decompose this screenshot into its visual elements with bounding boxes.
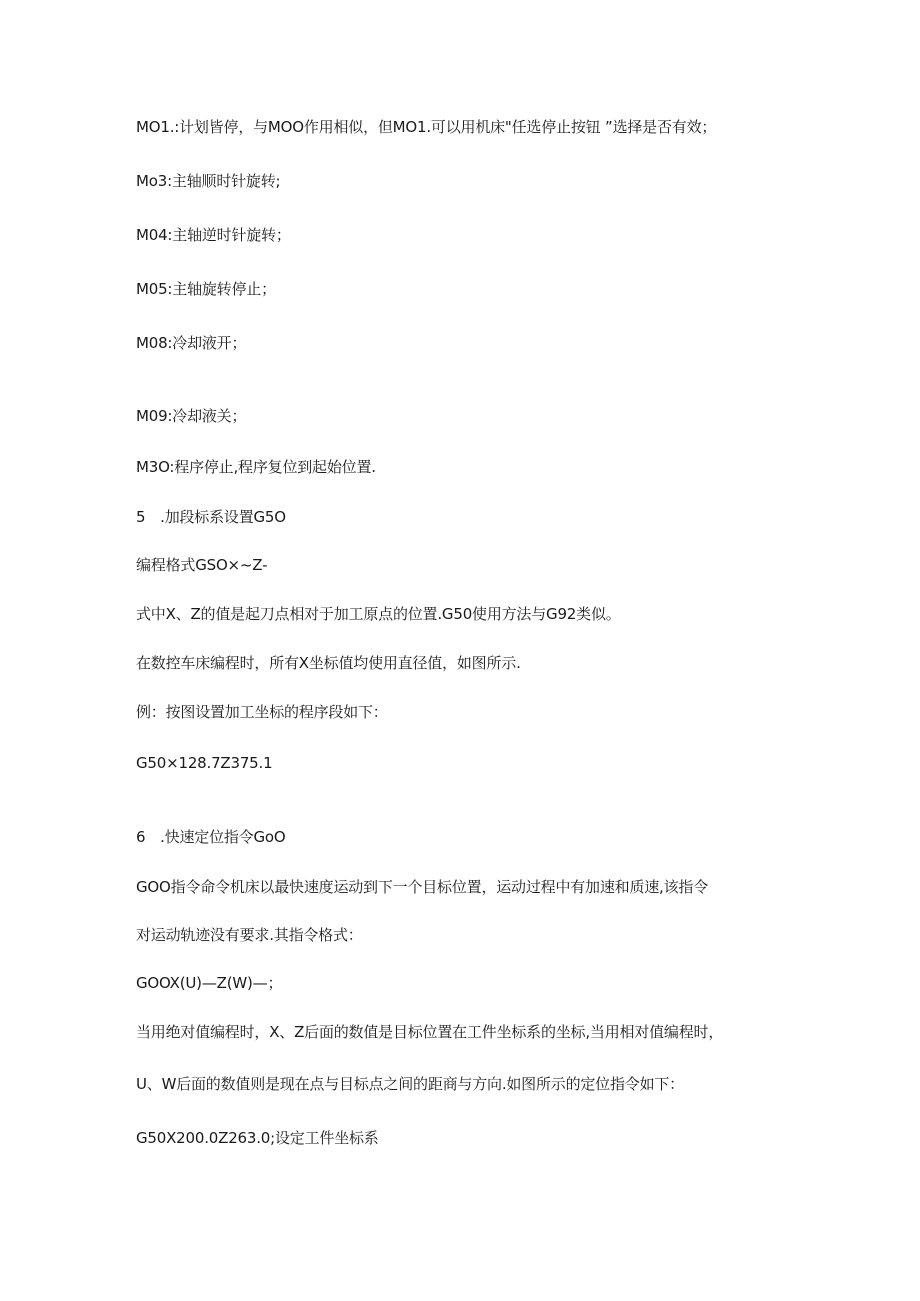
- text-line-absolute-programming: 当用绝对值编程时，X、Z后面的数值是目标位置在工件坐标系的坐标,当用相对值编程时，: [136, 1023, 724, 1041]
- text-line-example: 例：按图设置加工坐标的程序段如下：: [136, 703, 388, 721]
- text-line-m05: M05:主轴旋转停止；: [136, 280, 276, 298]
- code-line-g50: G50×128.7Z375.1: [136, 754, 273, 772]
- text-line-m08: M08:冷却液开；: [136, 334, 247, 352]
- text-line-relative-programming: U、W后面的数值则是现在点与目标点之间的距商与方向.如图所示的定位指令如下：: [136, 1075, 684, 1093]
- text-line-diameter: 在数控车床编程时，所有X坐标值均使用直径值，如图所示.: [136, 654, 521, 672]
- text-line-m09: M09:冷却液关；: [136, 407, 247, 425]
- text-line-m30: M3O:程序停止,程序复位到起始位置.: [136, 458, 376, 476]
- text-line-m03: Mo3:主轴顺时针旋转;: [136, 172, 281, 190]
- text-line-format: 编程格式GSO×~Z-: [136, 556, 268, 574]
- text-line-xz-description: 式中X、Z的值是起刀点相对于加工原点的位置.G50使用方法与G92类似。: [136, 605, 621, 623]
- text-line-m04: M04:主轴逆时针旋转；: [136, 226, 291, 244]
- text-line-g00-format-intro: 对运动轨迹没有要求.其指令格式：: [136, 926, 363, 944]
- text-line-m01: MO1.:计划皆停，与MOO作用相似，但MO1.可以用机床"任选停止按钮 ”选择是否有效；: [136, 118, 717, 136]
- section-heading-g00: 6 .快速定位指令GoO: [136, 828, 286, 846]
- code-line-g00-format: GOOX(U)—Z(W)—；: [136, 974, 283, 992]
- text-line-g00-description: GOO指令命令机床以最快速度运动到下一个目标位置，运动过程中有加速和质速,该指令: [136, 878, 709, 896]
- section-heading-g50: 5 .加段标系设置G5O: [136, 508, 286, 526]
- code-line-g50-setup: G50X200.0Z263.0;设定工件坐标系: [136, 1129, 379, 1147]
